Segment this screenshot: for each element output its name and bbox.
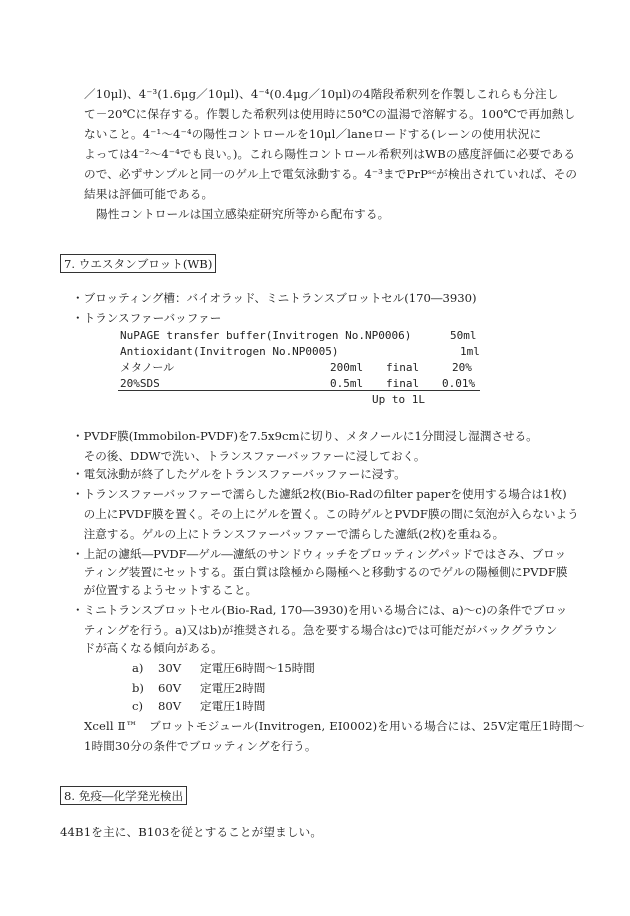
intro-line-3: ないこと。4⁻¹～4⁻⁴の陽性コントロールを10μl／laneロードする(レーンの使用状況に [84,127,542,141]
bullet-blotting-tank: ・ブロッティング槽：バイオラッド、ミニトランスブロットセル(170―3930) [72,291,477,305]
intro-line-1: ／10μl)、4⁻³(1.6μg／10μl)、4⁻⁴(0.4μg／10μl)の4階段希釈列を作製しこれらも分注し [84,87,559,101]
condition-desc: 定電圧2時間 [200,681,266,695]
intro-line-5: ので、必ずサンプルと同一のゲル上で電気泳動する。4⁻³までPrPˢᶜが検出されていれば、その [84,167,578,181]
step-line: の上にPVDF膜を置く。その上にゲルを置く。この時ゲルとPVDF膜の間に気泡が入らないよう [72,507,579,521]
recipe-amount: 200ml [330,361,364,374]
recipe-final: final [386,377,420,390]
step-line: ・上記の濾紙―PVDF―ゲル―濾紙のサンドウィッチをブロッティングパッドではさみ、ブロッ [72,547,567,561]
section-8-text: 44B1を主に、B103を従とすることが望ましい。 [60,825,323,839]
step-line: が位置するようセットすること。 [72,583,258,597]
step-line: その後、DDWで洗い、トランスファーバッファーに浸しておく。 [72,449,426,463]
step-line: ティングを行う。a)又はb)が推奨される。急を要する場合はc)では可能だがバックグラウン [72,623,558,637]
recipe-name: メタノール [120,361,175,374]
condition-label: c) [132,699,144,713]
section-8-heading: 8. 免疫―化学発光検出 [60,786,187,805]
recipe-conc: 1ml [460,345,480,358]
recipe-final: final [386,361,420,374]
step-line: ドが高くなる傾向がある。 [72,641,223,655]
recipe-total: Up to 1L [372,393,425,406]
recipe-total-rule [118,390,480,391]
condition-voltage: 60V [158,681,182,695]
step-line: ティング装置にセットする。蛋白質は陰極から陽極へと移動するのでゲルの陽極側にPVDF膜 [72,565,568,579]
condition-voltage: 80V [158,699,182,713]
recipe-conc: 50ml [450,329,477,342]
intro-line-6: 結果は評価可能である。 [84,187,214,201]
condition-desc: 定電圧1時間 [200,699,266,713]
recipe-conc: 0.01% [442,377,476,390]
intro-line-4: よっては4⁻²～4⁻⁴でも良い。)。これら陽性コントロール希釈列はWBの感度評価に必要である [84,147,576,161]
condition-voltage: 30V [158,661,182,675]
bullet-transfer-buffer: ・トランスファーバッファー [72,311,222,325]
xcell-line-2: 1時間30分の条件でブロッティングを行う。 [84,739,317,753]
step-line: ・ミニトランスブロットセル(Bio-Rad, 170―3930)を用いる場合には、a)～c)の条件でブロッ [72,603,568,617]
xcell-line-1: Xcell Ⅱ™ ブロットモジュール(Invitrogen, EI0002)を用いる場合には、25V定電圧1時間～ [84,719,585,733]
intro-line-2: て－20℃に保存する。作製した希釈列は使用時に50℃の温湯で溶解する。100℃で再加熱し [84,107,576,121]
recipe-conc: 20% [452,361,472,374]
intro-note: 陽性コントロールは国立感染症研究所等から配布する。 [96,207,390,221]
recipe-name: 20%SDS [120,377,160,390]
condition-label: b) [132,681,144,695]
recipe-name: NuPAGE transfer buffer(Invitrogen No.NP0006) [120,329,412,342]
recipe-amount: 0.5ml [330,377,364,390]
step-line: 注意する。ゲルの上にトランスファーバッファーで濡らした濾紙(2枚)を重ねる。 [72,527,505,541]
condition-label: a) [132,661,144,675]
section-7-heading: 7. ウエスタンブロット(WB) [60,254,216,273]
step-line: ・PVDF膜(Immobilon-PVDF)を7.5x9cmに切り、メタノールに1分間浸し湿潤させる。 [72,429,538,443]
step-line: ・トランスファーバッファーで濡らした濾紙2枚(Bio-Radのfilter paperを使用する場合は1枚) [72,487,567,501]
step-line: ・電気泳動が終了したゲルをトランスファーバッファーに浸す。 [72,467,406,481]
recipe-name: Antioxidant(Invitrogen No.NP0005) [120,345,339,358]
condition-desc: 定電圧6時間～15時間 [200,661,315,675]
